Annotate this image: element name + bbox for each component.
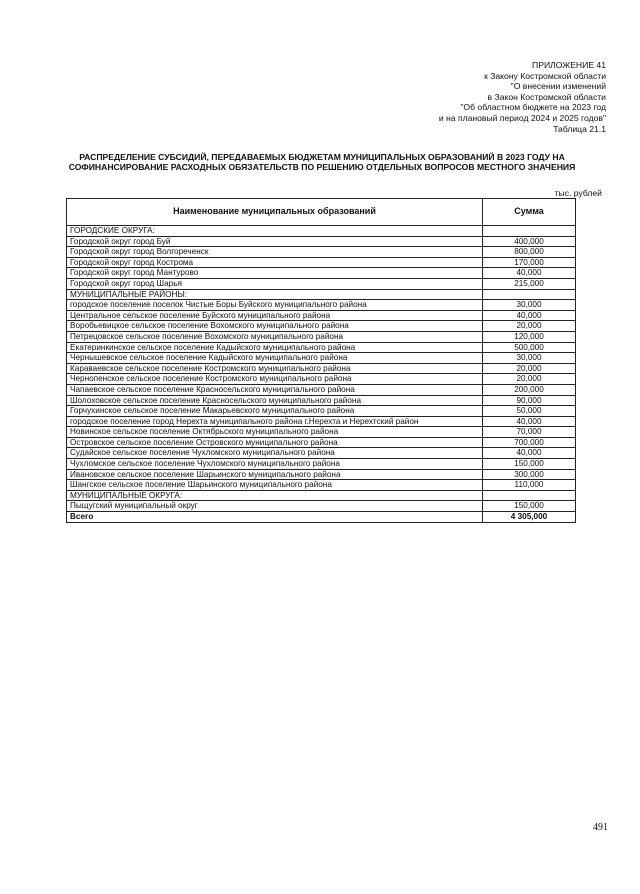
row-name: Ивановское сельское поселение Шарьинского муниципального района (67, 469, 483, 480)
row-sum: 150,000 (483, 459, 576, 470)
row-name: Центральное сельское поселение Буйского муниципального района (67, 310, 483, 321)
row-sum: 400,000 (483, 236, 576, 247)
table-row (67, 395, 576, 406)
table-row (67, 363, 576, 374)
table-row (67, 448, 576, 459)
row-sum: 170,000 (483, 257, 576, 268)
row-sum: 215,000 (483, 278, 576, 289)
table-row (67, 310, 576, 321)
row-sum: 200,000 (483, 384, 576, 395)
row-name: Судайское сельское поселение Чухломского муниципального района (67, 448, 483, 459)
row-sum: 300,000 (483, 469, 576, 480)
page-number: 491 (593, 822, 608, 833)
row-name: Екатеринкинское сельское поселение Кадыйского муниципального района (67, 342, 483, 353)
row-sum: 50,000 (483, 406, 576, 417)
row-sum: 20,000 (483, 321, 576, 332)
table-header-row (67, 199, 576, 226)
row-name: Воробьевицкое сельское поселение Вохомского муниципального района (67, 321, 483, 332)
row-name: Караваевское сельское поселение Костромского муниципального района (67, 363, 483, 374)
header-line: ПРИЛОЖЕНИЕ 41 (532, 60, 606, 70)
table-row (67, 501, 576, 512)
units-label: тыс. рублей (554, 188, 602, 198)
row-name: МУНИЦИПАЛЬНЫЕ РАЙОНЫ: (67, 289, 483, 300)
header-line: "Об областном бюджете на 2023 год (460, 102, 606, 113)
row-sum: 30,000 (483, 300, 576, 311)
row-name: Петрецовское сельское поселение Вохомского муниципального района (67, 331, 483, 342)
header-line: к Закону Костромской области (484, 70, 606, 81)
row-sum: 500,000 (483, 342, 576, 353)
table-row (67, 331, 576, 342)
table-row (67, 480, 576, 491)
row-sum: 40,000 (483, 448, 576, 459)
row-sum: 90,000 (483, 395, 576, 406)
table-row (67, 300, 576, 311)
column-header-sum: Сумма (483, 199, 576, 226)
row-sum: 700,000 (483, 437, 576, 448)
row-sum: 30,000 (483, 353, 576, 364)
table-row (67, 236, 576, 247)
row-sum (483, 490, 576, 501)
row-name: Городской округ город Шарья (67, 278, 483, 289)
section-row (67, 490, 576, 501)
total-row (67, 512, 576, 523)
row-sum: 800,000 (483, 247, 576, 258)
row-name: Всего (67, 512, 483, 523)
row-name: Чернопенское сельское поселение Костромского муниципального района (67, 374, 483, 385)
row-sum: 40,000 (483, 416, 576, 427)
row-sum (483, 289, 576, 300)
column-header-name: Наименование муниципальных образований (67, 199, 483, 226)
row-name: Городской округ город Буй (67, 236, 483, 247)
subsidy-table (66, 198, 576, 523)
row-name: Новинское сельское поселение Октябрьского муниципального района (67, 427, 483, 438)
table-row (67, 278, 576, 289)
table-row (67, 416, 576, 427)
header-line: и на плановый период 2024 и 2025 годов" (438, 112, 606, 123)
row-sum: 40,000 (483, 310, 576, 321)
row-sum: 150,000 (483, 501, 576, 512)
document-header (439, 60, 606, 134)
row-name: Чухломское сельское поселение Чухломского муниципального района (67, 459, 483, 470)
section-row (67, 226, 576, 237)
row-name: Городской округ город Мантурово (67, 268, 483, 279)
table-row (67, 353, 576, 364)
document-title: РАСПРЕДЕЛЕНИЕ СУБСИДИЙ, ПЕРЕДАВАЕМЫХ БЮДЖЕТАМ МУНИЦИПАЛЬНЫХ ОБРАЗОВАНИЙ В 2023 ГОДУ НА СОФИНАНСИРОВАНИЕ РАСХОДНЫХ ОБЯЗАТЕЛЬСТВ ПО РЕШЕНИЮ ОТДЕЛЬНЫХ ВОПРОСОВ МЕСТНОГО ЗНАЧЕНИЯ (68, 152, 576, 173)
table-row (67, 321, 576, 332)
row-name: городское поселение город Нерехта муниципального района г.Нерехта и Нерехтский район (67, 416, 483, 427)
row-sum: 70,000 (483, 427, 576, 438)
row-sum: 4 305,000 (483, 512, 576, 523)
row-name: Городской округ город Волгореченск (67, 247, 483, 258)
table-row (67, 459, 576, 470)
row-sum: 120,000 (483, 331, 576, 342)
table-row (67, 257, 576, 268)
section-row (67, 289, 576, 300)
row-name: Чапаевское сельское поселение Красносельского муниципального района (67, 384, 483, 395)
row-name: Горчухинское сельское поселение Макарьевского муниципального района (67, 406, 483, 417)
table-row (67, 427, 576, 438)
row-name: Городской округ город Кострома (67, 257, 483, 268)
row-sum: 20,000 (483, 374, 576, 385)
row-sum (483, 226, 576, 237)
row-name: Островское сельское поселение Островского муниципального района (67, 437, 483, 448)
row-sum: 20,000 (483, 363, 576, 374)
table-row (67, 469, 576, 480)
table-row (67, 406, 576, 417)
table-row (67, 268, 576, 279)
row-name: Шолоховское сельское поселение Красносельского муниципального района (67, 395, 483, 406)
row-sum: 110,000 (483, 480, 576, 491)
table-row (67, 342, 576, 353)
row-name: ГОРОДСКИЕ ОКРУГА: (67, 226, 483, 237)
table-row (67, 374, 576, 385)
row-sum: 40,000 (483, 268, 576, 279)
row-name: Шангское сельское поселение Шарьинского муниципального района (67, 480, 483, 491)
header-line: Таблица 21.1 (553, 123, 606, 134)
table-body (67, 226, 576, 523)
row-name: Чернышевское сельское поселение Кадыйского муниципального района (67, 353, 483, 364)
header-line: "О внесении изменений (510, 81, 606, 92)
row-name: Пыщугский муниципальный округ (67, 501, 483, 512)
table-row (67, 247, 576, 258)
table-row (67, 384, 576, 395)
header-line: в Закон Костромской области (487, 91, 606, 102)
row-name: городское поселение поселок Чистые Боры Буйского муниципального района (67, 300, 483, 311)
table-row (67, 437, 576, 448)
row-name: МУНИЦИПАЛЬНЫЕ ОКРУГА: (67, 490, 483, 501)
